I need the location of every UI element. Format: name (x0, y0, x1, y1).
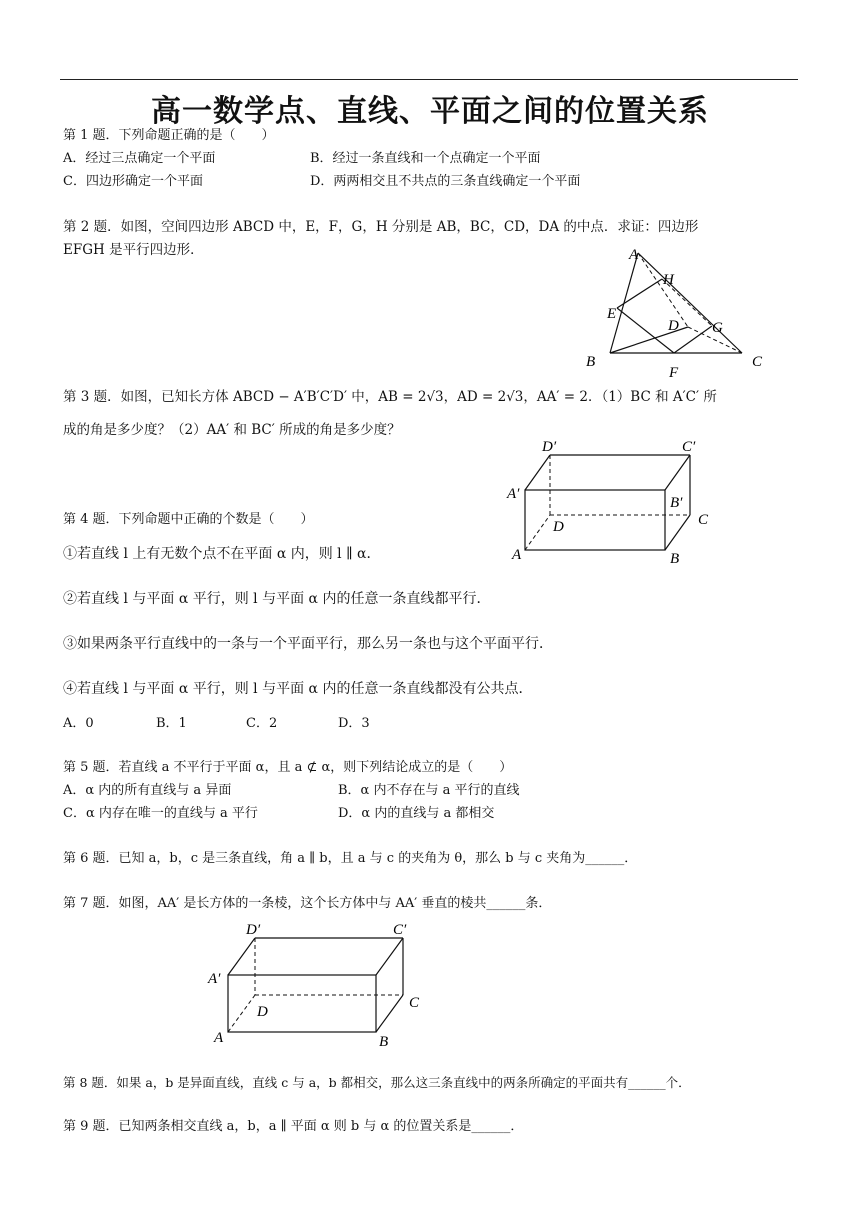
q1-stem: 第 1 题．下列命题正确的是（ ） (63, 128, 275, 143)
q4-option-a: A．0 (63, 716, 94, 731)
q3-label-A-prime: A′ (507, 486, 520, 502)
q5-stem: 第 5 题．若直线 a 不平行于平面 α，且 a ⊄ α，则下列结论成立的是（ ） (63, 760, 513, 775)
q2-label-B: B (586, 354, 596, 370)
q2-label-C: C (752, 354, 763, 370)
q7-text: 第 7 题．如图，AA′ 是长方体的一条棱，这个长方体中与 AA′ 垂直的棱共______条． (63, 896, 552, 911)
q3-cuboid-figure (500, 435, 720, 570)
q7-label-D-prime: D′ (246, 922, 261, 938)
q2-label-A: A (629, 247, 639, 263)
q1-option-c: C．四边形确定一个平面 (63, 174, 203, 189)
q2-label-F: F (669, 365, 679, 381)
q7-label-C: C (409, 995, 420, 1011)
q7-label-A-prime: A′ (208, 971, 221, 987)
q8-text: 第 8 题．如果 a，b 是异面直线，直线 c 与 a，b 都相交，那么这三条直线中的两条所确定的平面共有______个． (63, 1075, 691, 1090)
q7-label-C-prime: C′ (393, 922, 407, 938)
q2-label-D: D (668, 318, 679, 334)
q2-line1: 第 2 题．如图，空间四边形 ABCD 中，E，F，G，H 分别是 AB，BC，CD，DA 的中点．求证：四边形 (63, 219, 699, 235)
q2-label-G: G (712, 320, 723, 336)
q4-statement-1: ①若直线 l 上有无数个点不在平面 α 内，则 l ∥ α． (63, 546, 381, 562)
q4-stem: 第 4 题．下列命题中正确的个数是（ ） (63, 512, 314, 527)
q7-label-A: A (214, 1030, 224, 1046)
page-title: 高一数学点、直线、平面之间的位置关系 (151, 94, 709, 129)
q4-statement-4: ④若直线 l 与平面 α 平行，则 l 与平面 α 内的任意一条直线都没有公共点． (63, 681, 533, 697)
q4-option-d: D．3 (338, 716, 370, 731)
q4-option-c: C．2 (246, 716, 278, 731)
q9-text: 第 9 题．已知两条相交直线 a，b，a ∥ 平面 α 则 b 与 α 的位置关系是______． (63, 1119, 524, 1134)
q3-label-B-prime: B′ (670, 495, 683, 511)
q2-label-E: E (607, 306, 617, 322)
q3-label-B: B (670, 551, 680, 567)
q7-label-D: D (257, 1004, 268, 1020)
q3-label-D-prime: D′ (542, 439, 557, 455)
q2-tetrahedron-figure (580, 245, 780, 380)
q3-line1: 第 3 题．如图，已知长方体 ABCD − A′B′C′D′ 中，AB = 2√3，AD = 2√3，AA′ = 2．（1）BC 和 A′C′ 所 (63, 389, 717, 405)
q3-label-C-prime: C′ (682, 439, 696, 455)
q4-statement-2: ②若直线 l 与平面 α 平行，则 l 与平面 α 内的任意一条直线都平行． (63, 591, 491, 607)
q2-line2: EFGH 是平行四边形． (63, 242, 204, 258)
q1-option-a: A．经过三点确定一个平面 (63, 151, 216, 166)
q3-line2: 成的角是多少度？（2）AA′ 和 BC′ 所成的角是多少度？ (63, 422, 401, 438)
q1-option-b: B．经过一条直线和一个点确定一个平面 (310, 151, 541, 166)
q4-statement-3: ③如果两条平行直线中的一条与一个平面平行，那么另一条也与这个平面平行． (63, 636, 553, 652)
q3-label-C: C (698, 512, 709, 528)
q7-label-B: B (379, 1034, 389, 1050)
q5-option-b: B．α 内不存在与 a 平行的直线 (338, 783, 520, 798)
q5-option-c: C．α 内存在唯一的直线与 a 平行 (63, 806, 258, 821)
q3-label-D: D (553, 519, 564, 535)
q4-option-b: B．1 (156, 716, 187, 731)
q5-option-d: D．α 内的直线与 a 都相交 (338, 806, 495, 821)
q6-text: 第 6 题．已知 a，b，c 是三条直线，角 a ∥ b，且 a 与 c 的夹角为 θ，那么 b 与 c 夹角为______． (63, 851, 638, 866)
q5-option-a: A．α 内的所有直线与 a 异面 (63, 783, 232, 798)
q2-label-H: H (663, 272, 674, 288)
q1-option-d: D．两两相交且不共点的三条直线确定一个平面 (310, 174, 581, 189)
q3-label-A: A (512, 547, 522, 563)
q7-cuboid-figure (200, 918, 430, 1053)
header-rule (60, 79, 798, 80)
